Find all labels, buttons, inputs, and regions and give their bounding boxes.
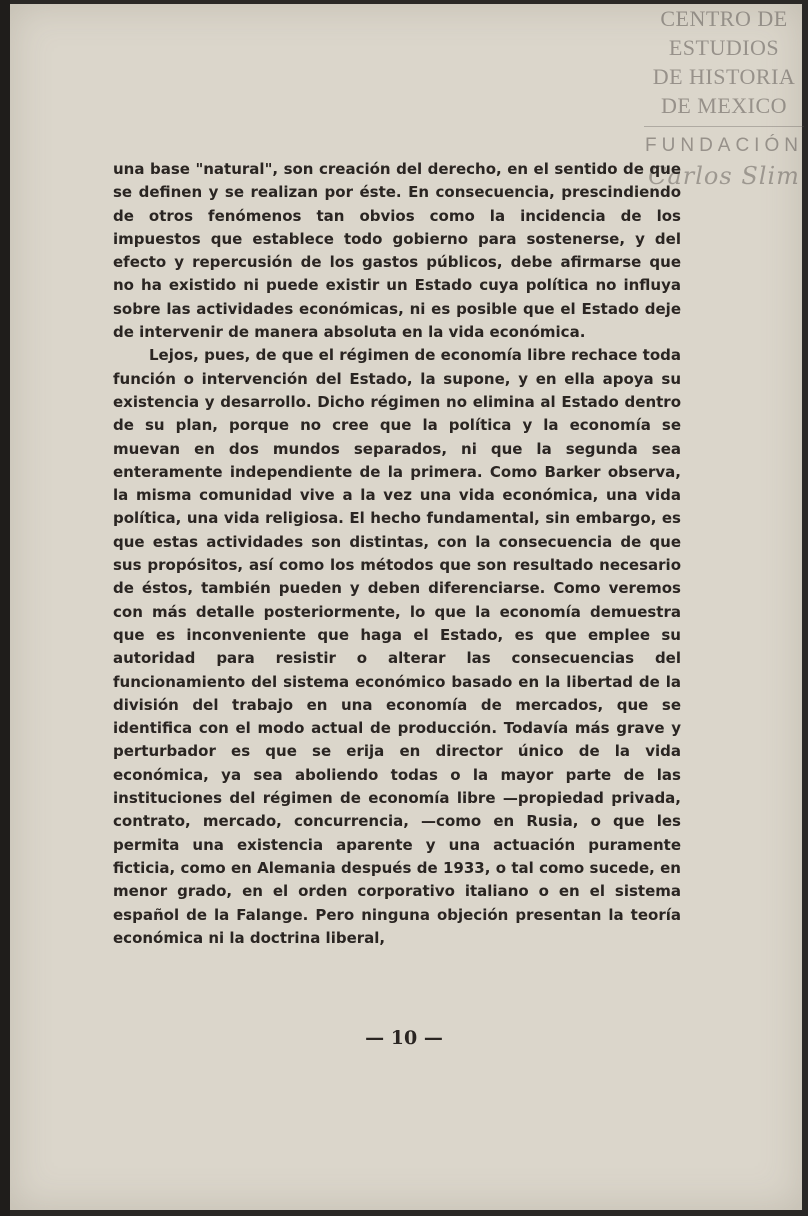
watermark-signature: Carlos Slim: [648, 162, 800, 190]
paragraph-2: Lejos, pues, de que el régimen de economía libre rechace toda función o intervención del Estado, la supone, y en ella apoya su existencia y desarrollo. Dicho régimen no elimina al Estado dentro de su plan, porque no cree que la política y la economía se muevan en dos mundos separados, ni que la segunda sea enteramente independiente de la primera. Como Barker observa, la misma comunidad vive a la vez una vida económica, una vida política, una vida religiosa. El hecho fundamental, sin embargo, es que estas actividades son distintas, con la consecuencia de que sus propósitos, así como los métodos que son resultado necesario de éstos, también pueden y deben diferenciarse. Como veremos con más detalle posteriormente, lo que la economía demuestra que es inconveniente que haga el Estado, es que emplee su autoridad para resistir o alterar las consecuencias del funcionamiento del sistema económico basado en la libertad de la división del trabajo en una economía de mercados, que se identifica con el modo actual de producción. Todavía más grave y perturbador es que se erija en director único de la vida económica, ya sea aboliendo todas o la mayor parte de las instituciones del régimen de economía libre —propiedad privada, contrato, mercado, concurrencia, —como en Rusia, o que les permita una existencia aparente y una actuación puramente ficticia, como en Alemania después de 1933, o tal como sucede, en menor grado, en el orden corporativo italiano o en el sistema español de la Falange. Pero ninguna objeción presentan la teoría económica ni la doctrina liberal,: [113, 346, 681, 947]
watermark-foundation: FUNDACIÓN: [644, 126, 804, 160]
body-text: [113, 158, 681, 950]
watermark-line-1: CENTRO DE: [660, 6, 788, 31]
watermark-line-3: DE HISTORIA: [652, 64, 796, 89]
watermark-line-4: DE MEXICO: [660, 93, 788, 118]
paragraph-1: una base "natural", son creación del derecho, en el sentido de que se definen y se realizan por éste. En consecuencia, prescindiendo de otros fenómenos tan obvios como la incidencia de los impuestos que establece todo gobierno para sostenerse, y del efecto y repercusión de los gastos públicos, debe afirmarse que no ha existido ni puede existir un Estado cuya política no influya sobre las actividades económicas, ni es posible que el Estado deje de intervenir de manera absoluta en la vida económica.: [113, 160, 681, 342]
watermark-line-2: ESTUDIOS: [668, 35, 780, 60]
page-number: — 10 —: [365, 1027, 443, 1049]
